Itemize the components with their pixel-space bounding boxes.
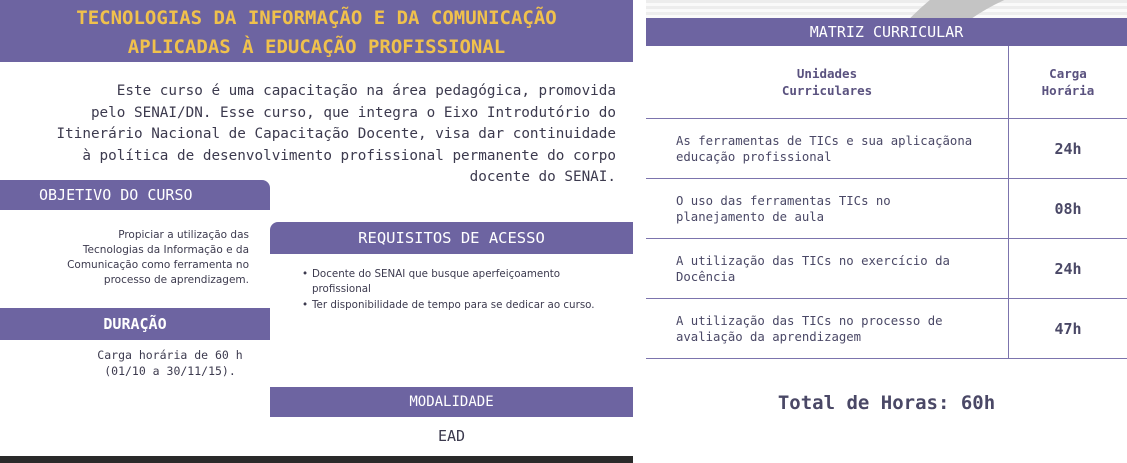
duracao-text	[50, 347, 290, 379]
course-description	[20, 81, 616, 189]
column-header-line: Curriculares	[781, 83, 873, 98]
objetivo-line: Propiciar a utilização das	[118, 229, 249, 241]
column-header-units	[646, 46, 1009, 119]
table-row	[646, 299, 1127, 359]
column-header-line: Carga	[1049, 66, 1087, 81]
duracao-heading-label: DURAÇÃO	[103, 315, 167, 333]
unit-line: A utilização das TICs no processo de	[676, 313, 943, 328]
modalidade-value	[270, 417, 633, 455]
requisitos-heading-label: REQUISITOS DE ACESSO	[358, 229, 545, 247]
curriculum-panel	[646, 0, 1127, 463]
unit-line: educação profissional	[676, 149, 832, 164]
unit-line: planejamento de aula	[676, 209, 825, 224]
total-hours: Total de Horas: 60h	[777, 392, 996, 414]
hours-cell: 24h	[1009, 239, 1127, 299]
description-line: pelo SENAI/DN. Esse curso, que integra o Eixo Introdutório do	[90, 104, 616, 121]
objetivo-heading-label: OBJETIVO DO CURSO	[39, 186, 193, 204]
hours-cell: 47h	[1009, 299, 1127, 359]
modalidade-heading	[270, 387, 633, 417]
course-title-line-1: TECNOLOGIAS DA INFORMAÇÃO E DA COMUNICAÇÃO	[76, 7, 557, 29]
column-header-hours	[1009, 46, 1127, 119]
table-row	[646, 179, 1127, 239]
description-line: Itinerário Nacional de Capacitação Docente, visa dar continuidade	[56, 126, 616, 142]
modalidade-label: EAD	[437, 427, 466, 445]
unit-cell	[646, 299, 1009, 359]
table-row	[646, 119, 1127, 179]
course-title	[0, 0, 633, 62]
table-row	[646, 239, 1127, 299]
requisitos-heading	[270, 222, 633, 254]
unit-cell	[646, 239, 1009, 299]
objetivo-line: Comunicação como ferramenta no	[67, 259, 249, 271]
unit-line: As ferramentas de TICs e sua aplicaçãona	[676, 133, 973, 148]
unit-cell	[646, 179, 1009, 239]
column-header-line: Horária	[1041, 83, 1095, 98]
objetivo-text	[20, 228, 249, 288]
duracao-heading	[0, 308, 270, 340]
description-line: docente do SENAI.	[469, 169, 616, 185]
requisito-item: • Docente do SENAI que busque aperfeiçoamento profissional	[302, 267, 597, 297]
duracao-line: (01/10 a 30/11/15).	[104, 364, 236, 378]
matrix-title	[646, 18, 1127, 46]
unit-line: O uso das ferramentas TICs no	[676, 193, 891, 208]
duracao-line: Carga horária de 60 h	[97, 348, 243, 362]
objetivo-line: Tecnologias da Informação e da	[82, 244, 249, 256]
panel-divider	[633, 0, 646, 463]
bottom-strip	[0, 456, 633, 463]
requisito-item: • Ter disponibilidade de tempo para se dedicar ao curso.	[302, 298, 597, 313]
table-header-row	[646, 46, 1127, 119]
unit-line: A utilização das TICs no exercício da	[676, 253, 950, 268]
curriculum-table	[646, 46, 1127, 359]
unit-cell	[646, 119, 1009, 179]
unit-line: Docência	[676, 269, 736, 284]
objetivo-heading	[0, 180, 270, 210]
course-title-line-2: APLICADAS À EDUCAÇÃO PROFISSIONAL	[127, 36, 506, 58]
column-header-line: Unidades	[796, 66, 858, 81]
matrix-title-label: MATRIZ CURRICULAR	[809, 23, 964, 41]
hours-cell: 08h	[1009, 179, 1127, 239]
modalidade-heading-label: MODALIDADE	[409, 394, 494, 410]
unit-line: avaliação da aprendizagem	[676, 329, 862, 344]
description-line: à política de desenvolvimento profissional permanente do corpo	[82, 147, 616, 164]
requisitos-list	[302, 267, 597, 313]
hours-cell: 24h	[1009, 119, 1127, 179]
objetivo-line: processo de aprendizagem.	[103, 274, 249, 286]
description-line: Este curso é uma capacitação na área pedagógica, promovida	[116, 83, 616, 99]
